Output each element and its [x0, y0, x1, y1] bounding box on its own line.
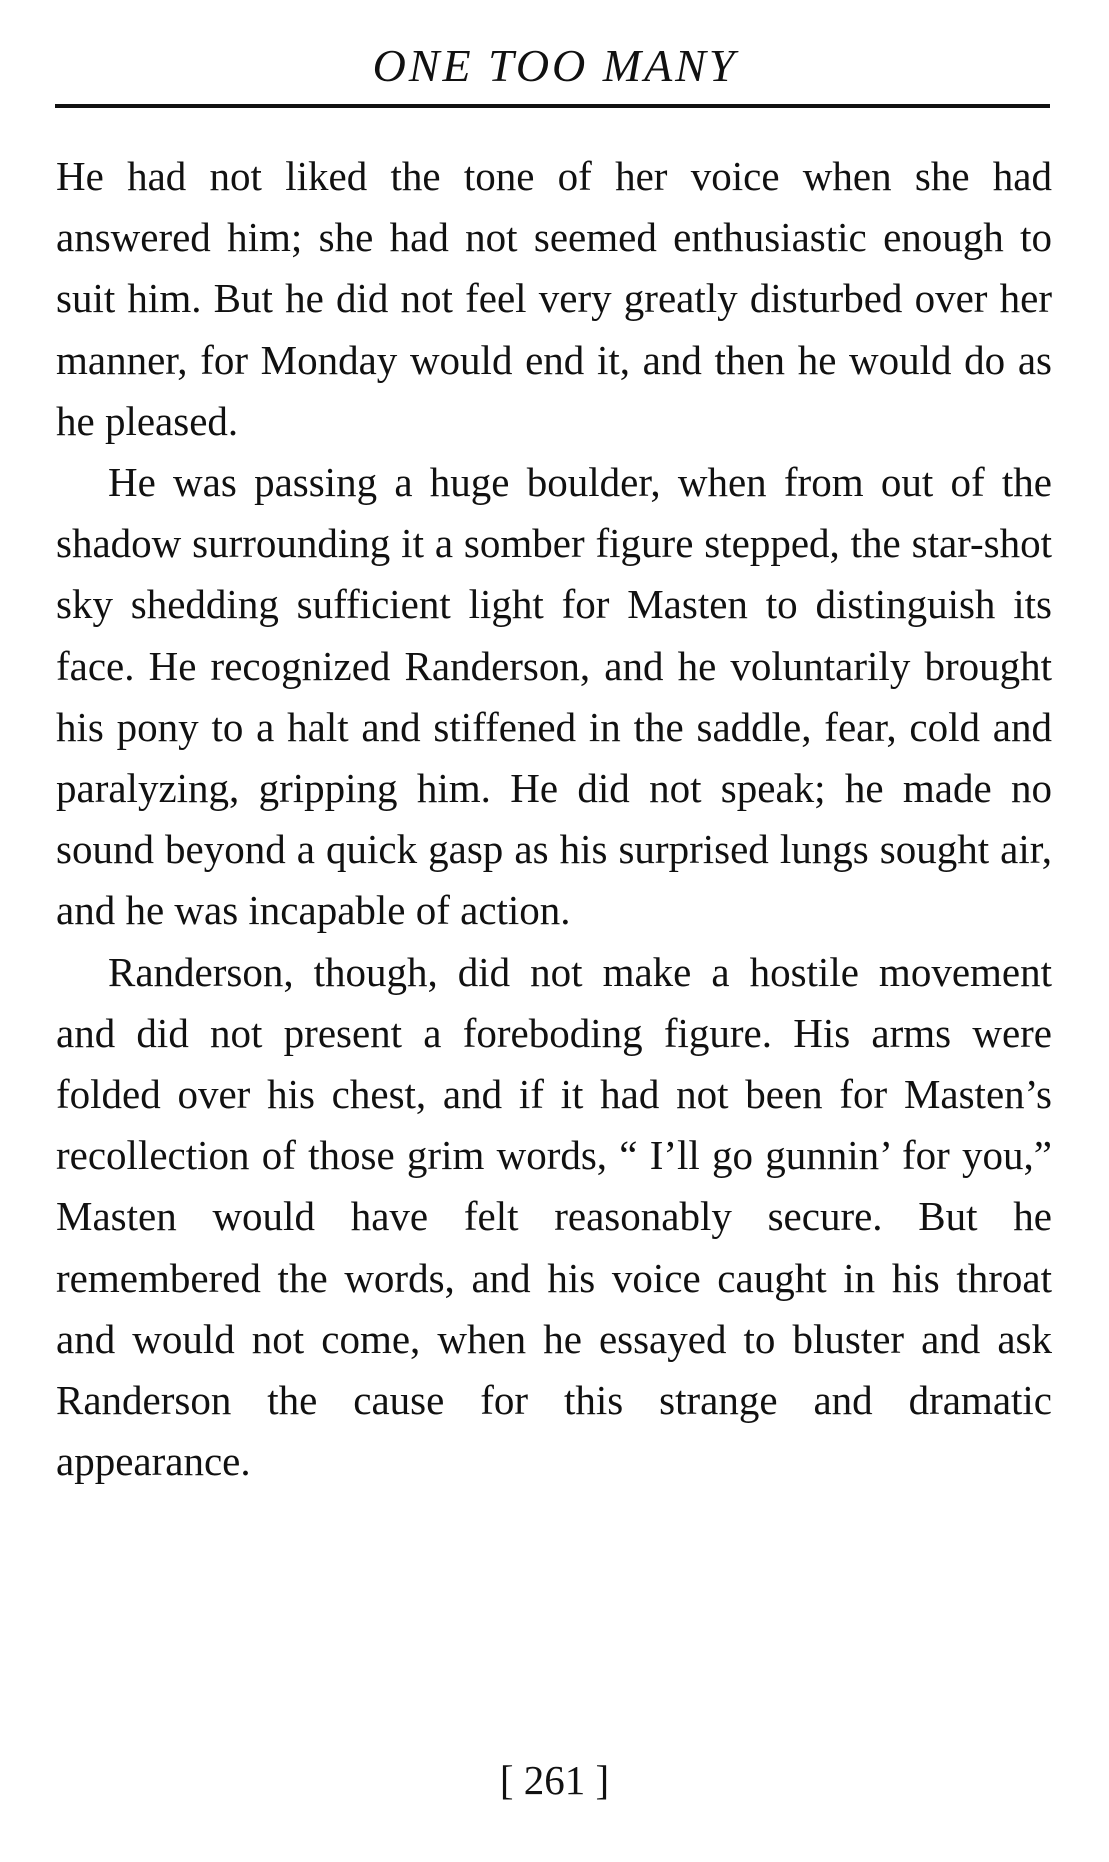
- paragraph: Randerson, though, did not make a hostile movement and did not present a foreboding figure. His arms were folded over his chest, and if it had not been for Masten’s recollection of those grim words, “ I’ll go gunnin’ for you,” Masten would have felt reasonably secure. But he remembered the words, and his voice caught in his throat and would not come, when he essayed to bluster and ask Randerson the cause for this strange and dramatic appearance.: [56, 948, 1052, 1485]
- paragraph: He had not liked the tone of her voice when she had answered him; she had not seemed enthusiastic enough to suit him. But he did not feel very greatly disturbed over her manner, for Monday would end it, and then he would do as he pleased.: [56, 153, 1052, 444]
- paragraph: He was passing a huge boulder, when from out of the shadow surrounding it a somber figure stepped, the star-shot sky shedding sufficient light for Masten to distinguish its face. He recognized Randerson, and he voluntarily brought his pony to a halt and stiffened in the saddle, fear, cold and paralyzing, gripping him. He did not speak; he made no sound beyond a quick gasp as his surprised lungs sought air, and he was incapable of action.: [56, 459, 1052, 934]
- running-head: ONE TOO MANY: [372, 40, 738, 91]
- header-rule: [55, 104, 1050, 108]
- body-text: [56, 146, 1052, 1492]
- page-number: [ 261 ]: [499, 1757, 610, 1803]
